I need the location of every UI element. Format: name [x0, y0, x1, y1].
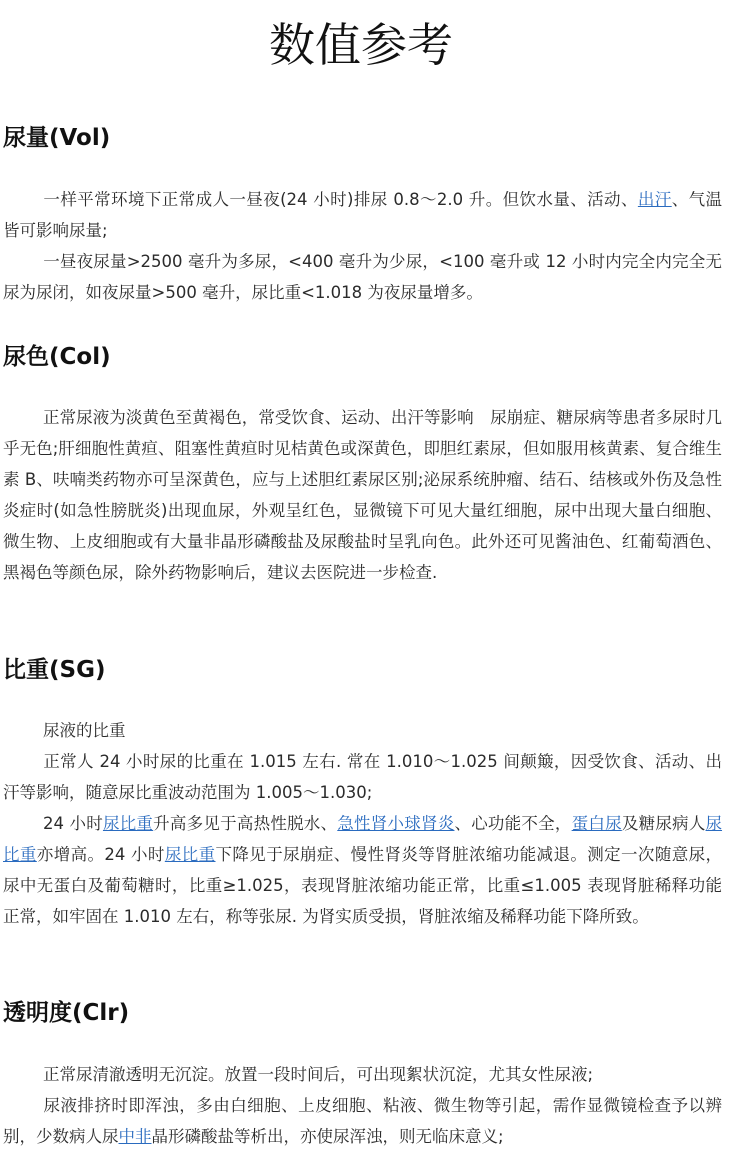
link-sweat[interactable]: 出汗 — [637, 190, 672, 209]
link-central-africa[interactable]: 中非 — [118, 1127, 152, 1146]
sg-paragraph-1: 尿液的比重 — [43, 721, 126, 740]
link-urine-sg-1[interactable]: 尿比重 — [102, 814, 154, 833]
clarity-paragraph-1: 正常尿清澈透明无沉淀。放置一段时间后，可出现絮状沉淀，尤其女性尿液; — [43, 1065, 594, 1084]
page-title: 数值参考 — [269, 18, 453, 72]
sg-paragraph-3: 24 小时尿比重升高多见于高热性脱水、急性肾小球肾炎、心功能不全，蛋白尿及糖尿病人尿比重亦增高。24 小时尿比重下降见于尿崩症、慢性肾炎等肾脏浓缩功能减退。测定一次随意尿，尿中无蛋白及葡萄糖时，比重≥1.025，表现肾脏浓缩功能正常，比重≤1.005 表现肾脏稀释功能正常，如牢固在 1.010 左右，称等张尿. 为肾实质受损，肾脏浓缩及稀释功能下降所致。 — [3, 814, 723, 926]
link-urine-sg-3[interactable]: 尿比重 — [164, 845, 216, 864]
sg-paragraph-2: 正常人 24 小时尿的比重在 1.015 左右. 常在 1.010～1.025 间颠簸，因受饮食、活动、出汗等影响，随意尿比重波动范围为 1.005～1.030; — [3, 752, 722, 802]
volume-paragraph-1: 一样平常环境下正常成人一昼夜(24 小时)排尿 0.8～2.0 升。但饮水量、活动、出汗、气温皆可影响尿量; — [3, 190, 723, 240]
link-proteinuria[interactable]: 蛋白尿 — [571, 814, 622, 833]
link-urine-sg-2[interactable]: 尿比重 — [3, 814, 723, 864]
section-heading-clarity: 透明度(Clr) — [3, 1000, 130, 1026]
section-heading-specific-gravity: 比重(SG) — [3, 657, 106, 683]
volume-paragraph-2: 一昼夜尿量>2500 毫升为多尿，<400 毫升为少尿，<100 毫升或 12 小时内完全内完全无尿为尿闭，如夜尿量>500 毫升，尿比重<1.018 为夜尿量增多。 — [3, 252, 722, 302]
color-paragraph-1: 正常尿液为淡黄色至黄褐色，常受饮食、运动、出汗等影响 尿崩症、糖尿病等患者多尿时几乎无色;肝细胞性黄疸、阻塞性黄疸时见桔黄色或深黄色，即胆红素尿，但如服用核黄素、复合维生素 B、呋喃类药物亦可呈深黄色，应与上述胆红素尿区别;泌尿系统肿瘤、结石、结核或外伤及急性炎症时(如急性膀胱炎)出现血尿，外观呈红色，显微镜下可见大量红细胞，尿中出现大量白细胞、微生物、上皮细胞或有大量非晶形磷酸盐及尿酸盐时呈乳向色。此外还可见酱油色、红葡萄酒色、黑褐色等颜色尿，除外药物影响后，建议去医院进一步检查. — [3, 408, 722, 582]
section-heading-color: 尿色(Col) — [3, 344, 111, 370]
link-acute-glomerulonephritis[interactable]: 急性肾小球肾炎 — [337, 814, 455, 833]
clarity-paragraph-2: 尿液排挤时即浑浊，多由白细胞、上皮细胞、粘液、微生物等引起，需作显微镜检查予以辨别，少数病人尿中非晶形磷酸盐等析出，亦使尿浑浊，则无临床意义; — [3, 1096, 722, 1146]
section-heading-volume: 尿量(Vol) — [3, 125, 111, 151]
